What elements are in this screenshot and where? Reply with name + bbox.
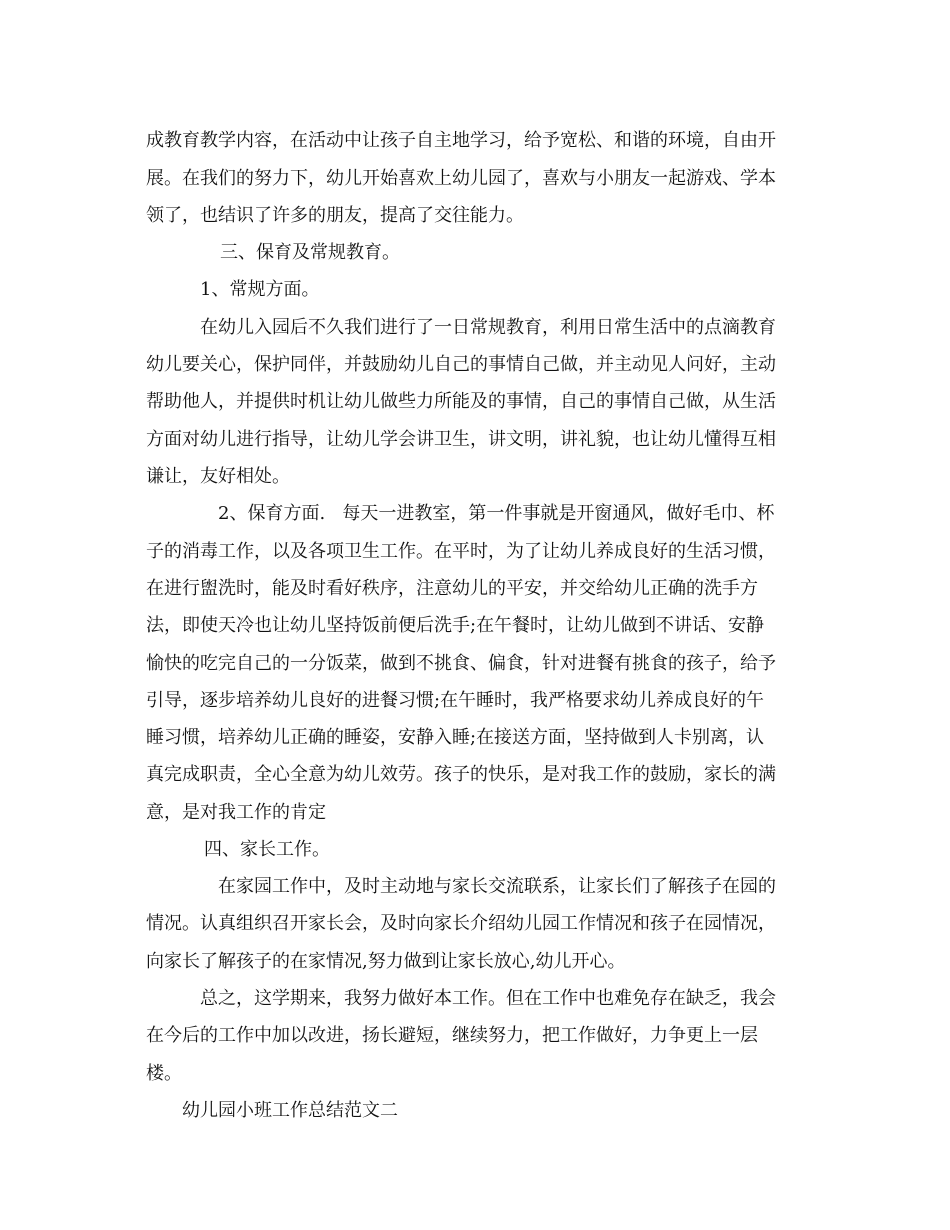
document-subtitle: 幼儿园小班工作总结范文二 [182,1100,398,1121]
paragraph-line: 方面对幼儿进行指导，让幼儿学会讲卫生，讲文明，讲礼貌，也让幼儿懂得互相 [146,429,776,450]
subsection-heading: 2、保育方面. 每天一进教室，第一件事就是开窗通风，做好毛巾、杯 [218,503,775,524]
paragraph-line: 谦让，友好相处。 [146,466,290,487]
paragraph-line: 成教育教学内容，在活动中让孩子自主地学习，给予宽松、和谐的环境，自由开 [146,130,776,151]
paragraph-line: 意，是对我工作的肯定 [146,802,326,823]
paragraph-line: 法，即使天冷也让幼儿坚持饭前便后洗手;在午餐时，让幼儿做到不讲话、安静 [146,615,765,636]
paragraph-line: 总之，这学期来，我努力做好本工作。但在工作中也难免存在缺乏，我会 [200,988,776,1009]
paragraph-line: 在家园工作中，及时主动地与家长交流联系，让家长们了解孩子在园的 [218,876,776,897]
paragraph-line: 睡习惯，培养幼儿正确的睡姿，安静入睡;在接送方面，坚持做到人卡别离，认 [146,727,765,748]
section-heading: 三、保育及常规教育。 [220,242,400,263]
paragraph-line: 子的消毒工作，以及各项卫生工作。在平时，为了让幼儿养成良好的生活习惯， [146,541,776,562]
paragraph-line: 在幼儿入园后不久我们进行了一日常规教育，利用日常生活中的点滴教育 [200,317,776,338]
paragraph-line: 向家长了解孩子的在家情况,努力做到让家长放心,幼儿开心。 [146,951,626,972]
section-heading: 四、家长工作。 [204,839,330,860]
paragraph-line: 在进行盥洗时，能及时看好秩序，注意幼儿的平安，并交给幼儿正确的洗手方 [146,578,758,599]
paragraph-line: 展。在我们的努力下，幼儿开始喜欢上幼儿园了，喜欢与小朋友一起游戏、学本 [146,168,776,189]
paragraph-line: 引导，逐步培养幼儿良好的进餐习惯;在午睡时，我严格要求幼儿养成良好的午 [146,690,765,711]
paragraph-line: 领了，也结识了许多的朋友，提高了交往能力。 [146,205,524,226]
paragraph-line: 楼。 [146,1063,182,1084]
paragraph-line: 真完成职责，全心全意为幼儿效劳。孩子的快乐，是对我工作的鼓励，家长的满 [146,764,776,785]
paragraph-line: 情况。认真组织召开家长会，及时向家长介绍幼儿园工作情况和孩子在园情况， [146,913,776,934]
paragraph-line: 幼儿要关心，保护同伴，并鼓励幼儿自己的事情自己做，并主动见人问好，主动 [146,354,776,375]
paragraph-line: 愉快的吃完自己的一分饭菜，做到不挑食、偏食，针对进餐有挑食的孩子，给予 [146,653,776,674]
paragraph-line: 在今后的工作中加以改进，扬长避短，继续努力，把工作做好，力争更上一层 [146,1025,758,1046]
paragraph-line: 帮助他人，并提供时机让幼儿做些力所能及的事情，自己的事情自己做，从生活 [146,391,776,412]
subsection-heading: 1、常规方面。 [200,279,320,300]
